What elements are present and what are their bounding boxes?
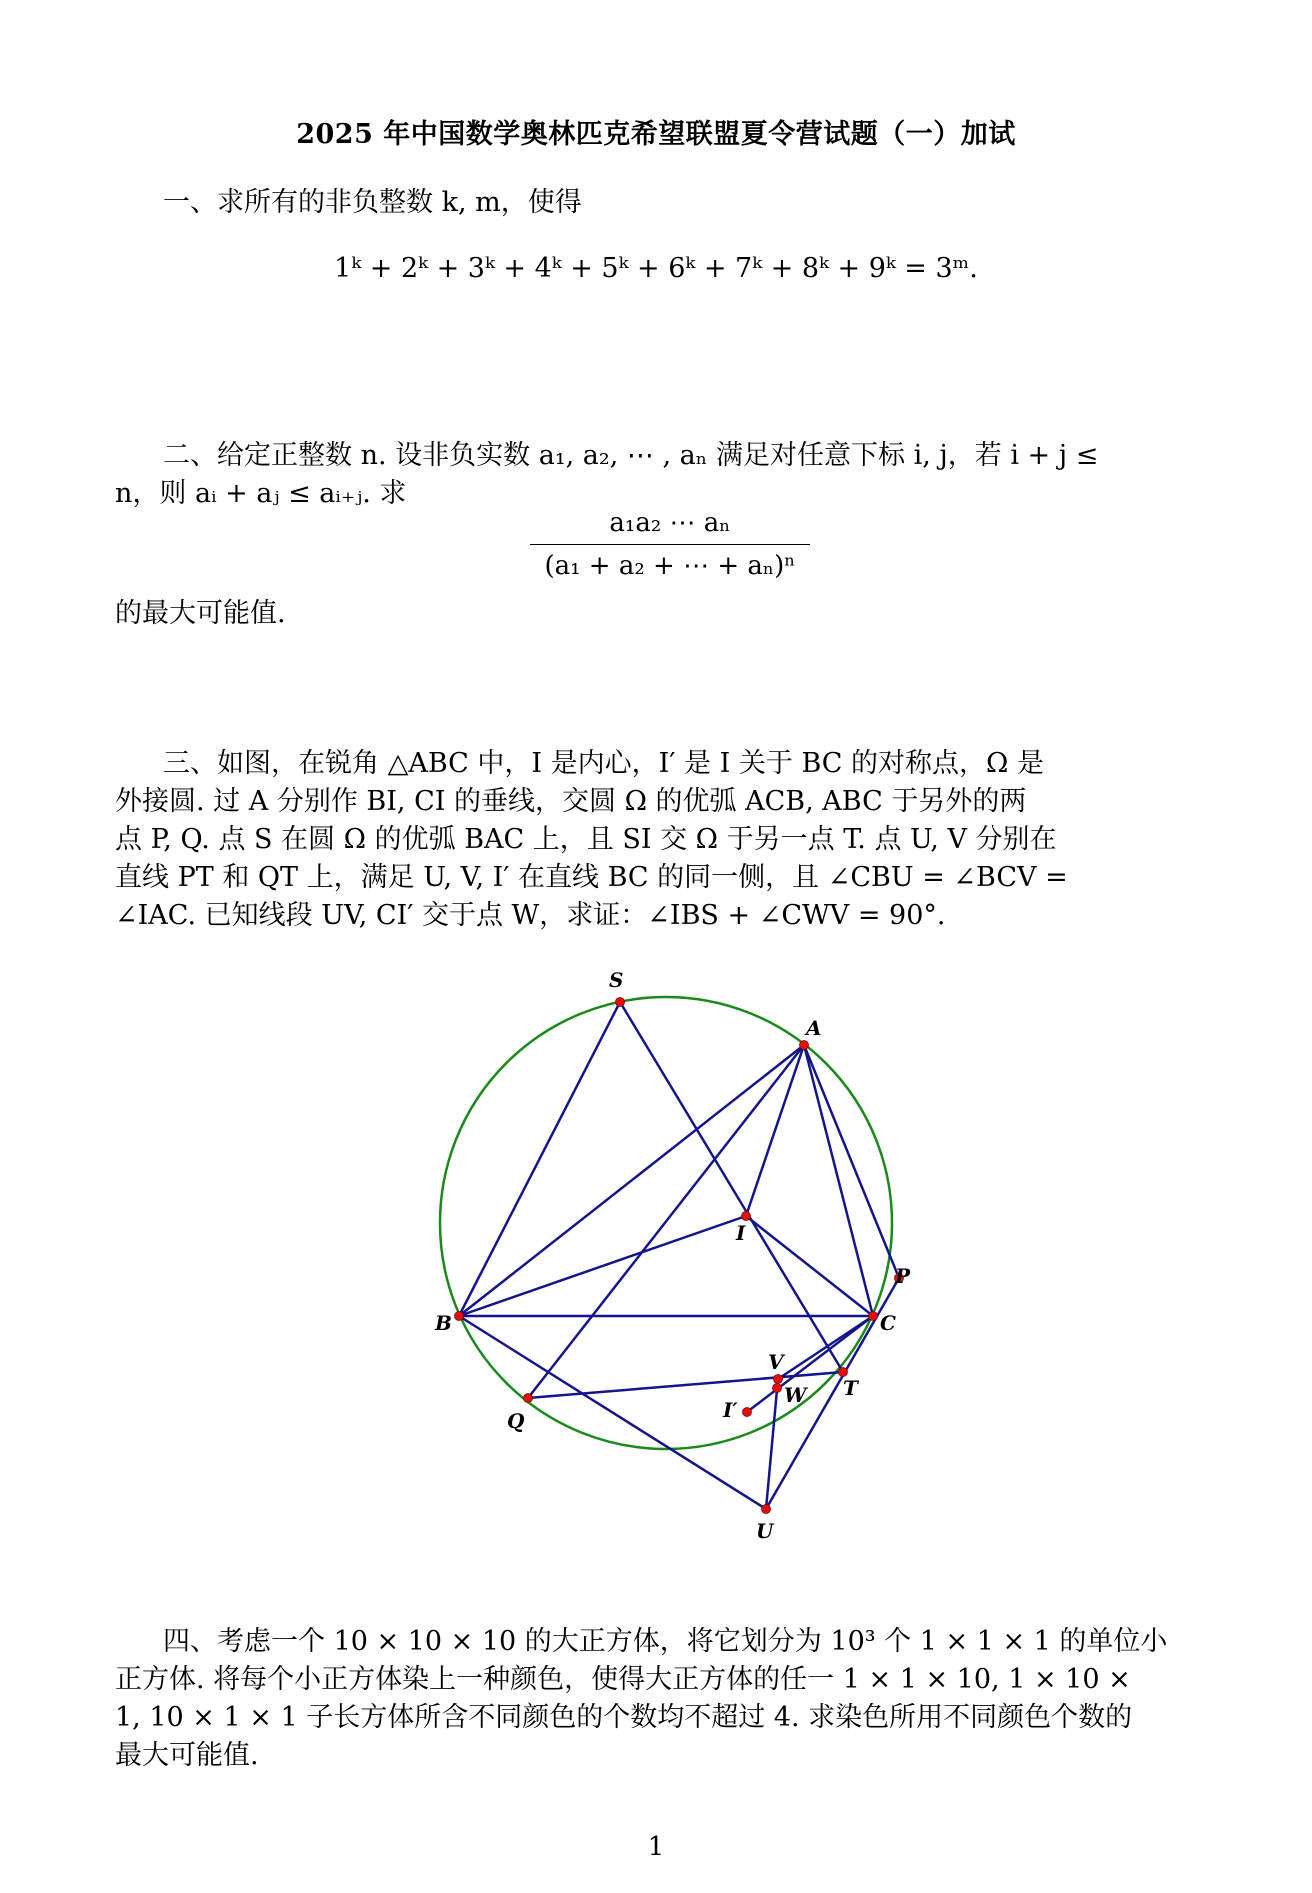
problem-4-line-4: 最大可能值. <box>115 1740 259 1771</box>
segment-ab <box>459 1045 804 1316</box>
figure-lines <box>459 1002 899 1509</box>
label-u: U <box>756 1519 774 1540</box>
figure-labels <box>434 970 911 1540</box>
point-w <box>773 1384 782 1393</box>
label-i: I <box>736 1221 746 1245</box>
problem-3-line-2: 外接圆. 过 A 分别作 BI, CI 的垂线，交圆 Ω 的优弧 ACB, ABC 于另外的两 <box>115 786 1027 817</box>
label-s: S <box>609 970 624 992</box>
segment-bu <box>459 1316 766 1509</box>
page-number: 1 <box>647 1832 665 1862</box>
page-title: 2025 年中国数学奥林匹克希望联盟夏令营试题（一）加试 <box>296 119 1016 150</box>
problem-4-line-3: 1, 10 × 1 × 1 子长方体所含不同颜色的个数均不超过 4. 求染色所用不同颜色个数的 <box>115 1702 1133 1733</box>
problem-3-line-3: 点 P, Q. 点 S 在圆 Ω 的优弧 BAC 上，且 SI 交 Ω 于另一点 T. 点 U, V 分别在 <box>115 824 1057 855</box>
problem-1-equation: 1ᵏ + 2ᵏ + 3ᵏ + 4ᵏ + 5ᵏ + 6ᵏ + 7ᵏ + 8ᵏ + 9ᵏ = 3ᵐ. <box>334 253 978 284</box>
label-q: Q <box>507 1409 525 1433</box>
label-t: T <box>843 1376 858 1400</box>
label-w: W <box>784 1383 807 1407</box>
problem-2-conclusion: 的最大可能值. <box>115 598 286 629</box>
point-u <box>762 1505 771 1514</box>
label-v: V <box>768 1350 784 1374</box>
problem-4 <box>115 1623 1225 1775</box>
label-p: P <box>895 1264 911 1288</box>
problem-4-line-2: 正方体. 将每个小正方体染上一种颜色，使得大正方体的任一 1 × 1 × 10, 1 × 10 × <box>115 1664 1131 1695</box>
label-i-prime: I′ <box>723 1398 738 1422</box>
problem-3-line-1: 三、如图，在锐角 △ABC 中，I 是内心，I′ 是 I 关于 BC 的对称点，Ω 是 <box>163 748 1045 779</box>
problem-3-line-4: 直线 PT 和 QT 上，满足 U, V, I′ 在直线 BC 的同一侧，且 ∠CBU = ∠BCV = <box>115 862 1068 893</box>
point-v <box>774 1375 783 1384</box>
fraction-numerator: a₁a₂ ⋯ aₙ <box>609 508 731 538</box>
point-s <box>616 998 625 1007</box>
label-b: B <box>435 1311 452 1335</box>
fraction-denominator: (a₁ + a₂ + ⋯ + aₙ)ⁿ <box>544 551 796 581</box>
problem-2-fraction <box>530 508 810 581</box>
point-q <box>524 1394 533 1403</box>
problem-2 <box>115 437 1225 513</box>
problem-1-text: 一、求所有的非负整数 k, m，使得 <box>163 187 582 218</box>
label-a: A <box>806 1016 822 1040</box>
problem-3-line-5: ∠IAC. 已知线段 UV, CI′ 交于点 W，求证：∠IBS + ∠CWV = 90°. <box>115 900 946 931</box>
point-c <box>869 1312 878 1321</box>
segment-ac <box>804 1045 873 1316</box>
problem-2-line-1: 二、给定正整数 n. 设非负实数 a₁, a₂, ⋯ , aₙ 满足对任意下标 i, j，若 i + j ≤ <box>163 440 1099 471</box>
point-b <box>455 1312 464 1321</box>
point-i-prime <box>743 1408 752 1417</box>
geometry-figure <box>420 970 940 1540</box>
point-i <box>742 1212 751 1221</box>
segment-ci <box>746 1216 873 1316</box>
problem-2-line-2: n，则 aᵢ + aⱼ ≤ aᵢ₊ⱼ. 求 <box>115 478 407 509</box>
label-c: C <box>880 1311 896 1335</box>
segment-ai <box>746 1045 804 1216</box>
problem-4-line-1: 四、考虑一个 10 × 10 × 10 的大正方体，将它划分为 10³ 个 1 × 1 × 1 的单位小 <box>163 1626 1168 1657</box>
problem-1 <box>115 184 1225 222</box>
problem-3 <box>115 745 1225 935</box>
point-a <box>800 1041 809 1050</box>
